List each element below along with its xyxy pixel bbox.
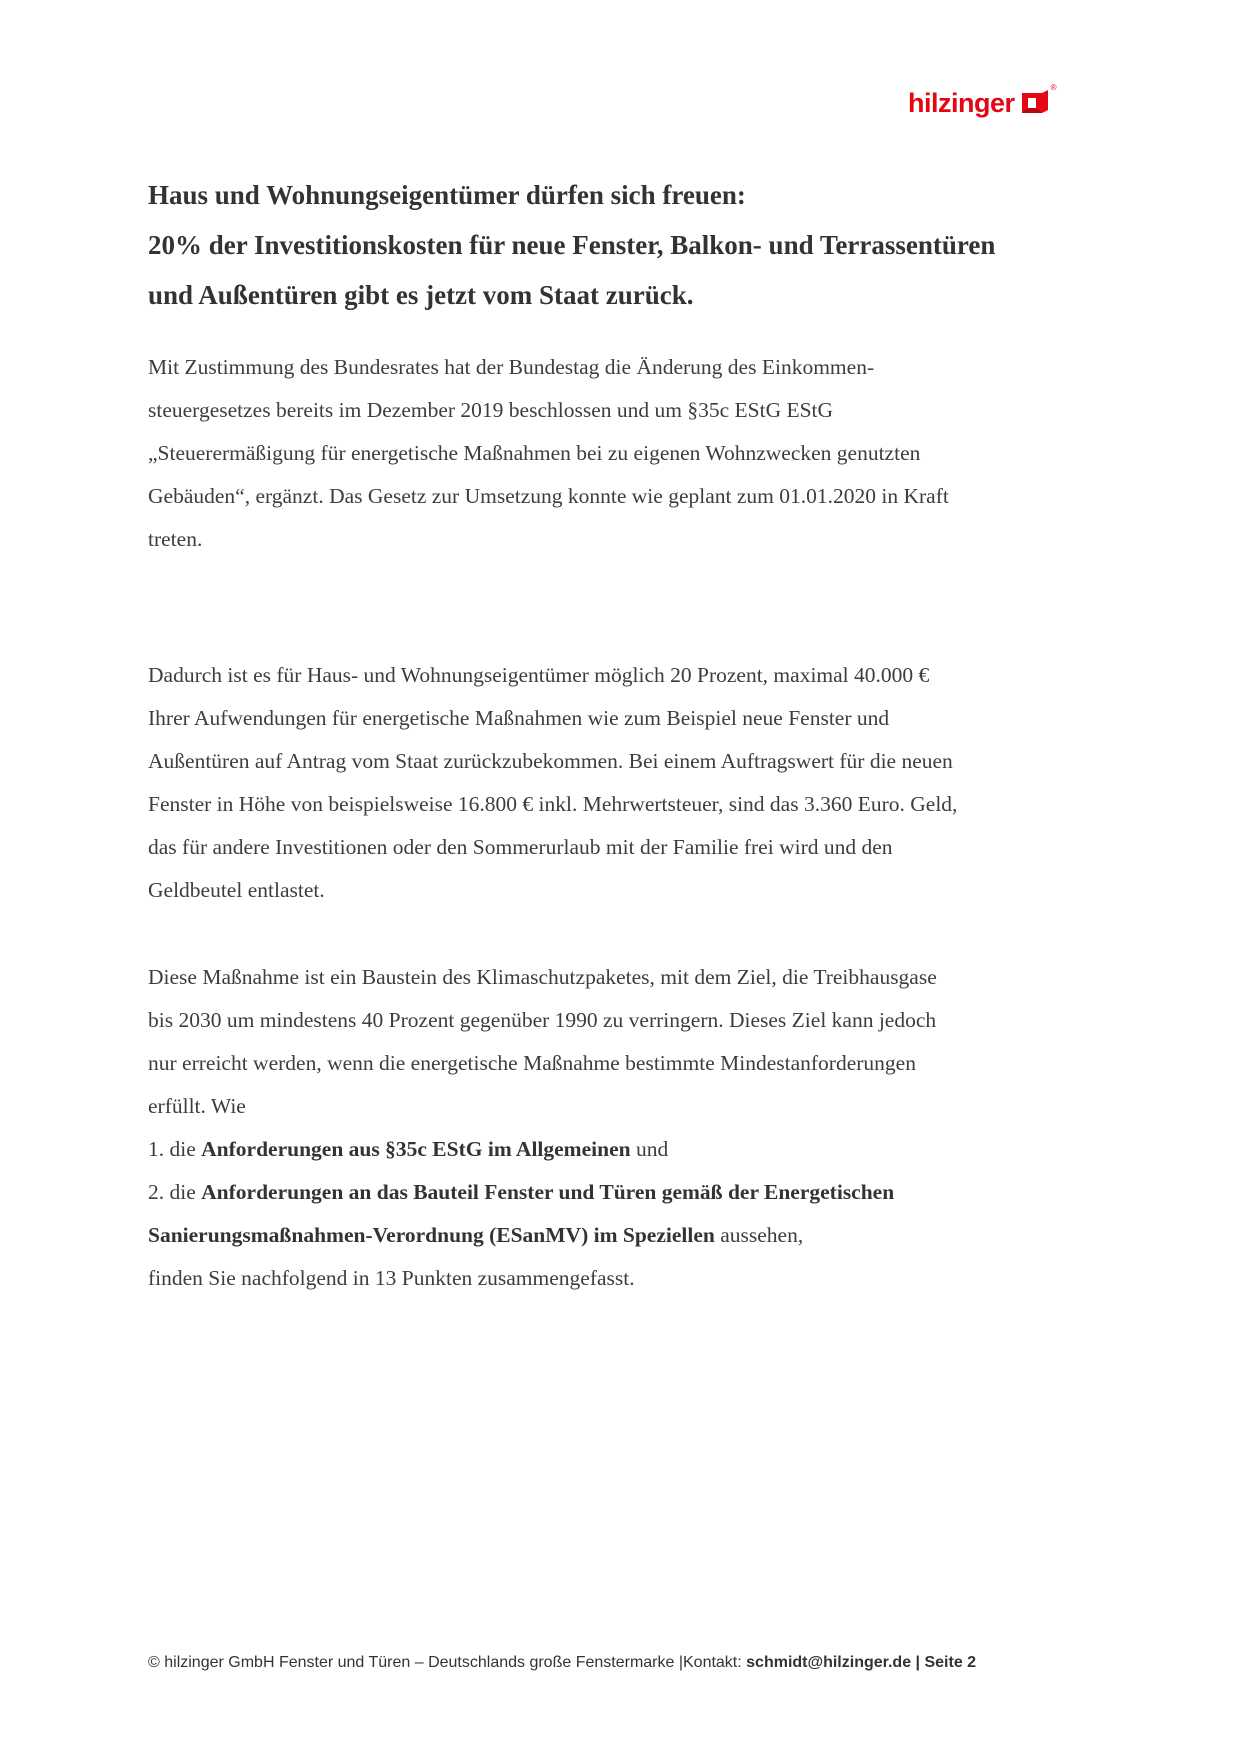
logo-wordmark: hilzinger [908, 88, 1015, 118]
paragraph-line: Außentüren auf Antrag vom Staat zurückzubekommen. Bei einem Auftragswert für die neuen [148, 749, 953, 773]
paragraph-line: Fenster in Höhe von beispielsweise 16.800 € inkl. Mehrwertsteuer, sind das 3.360 Euro. Geld, [148, 792, 958, 816]
paragraph-line: Geldbeutel entlastet. [148, 878, 325, 902]
footer-copyright: © hilzinger GmbH Fenster und Türen – Deutschlands große Fenstermarke |Kontakt: [148, 1654, 747, 1671]
paragraph-line: das für andere Investitionen oder den Sommerurlaub mit der Familie frei wird und den [148, 835, 893, 859]
requirement-item-2: 2. die Anforderungen an das Bauteil Fenster und Türen gemäß der Energetischen [148, 1180, 895, 1204]
headline-line: und Außentüren gibt es jetzt vom Staat zurück. [148, 280, 694, 310]
paragraph-line: treten. [148, 527, 203, 551]
paragraph-line: bis 2030 um mindestens 40 Prozent gegenüber 1990 zu verringern. Dieses Ziel kann jedoch [148, 1008, 937, 1032]
headline-line: Haus und Wohnungseigentümer dürfen sich freuen: [148, 180, 746, 210]
paragraph-line: Ihrer Aufwendungen für energetische Maßnahmen wie zum Beispiel neue Fenster und [148, 706, 890, 730]
headline-line: 20% der Investitionskosten für neue Fenster, Balkon- und Terrassentüren [148, 230, 996, 260]
paragraph-climate-requirements [148, 956, 1108, 1300]
paragraph-line: erfüllt. Wie [148, 1094, 246, 1118]
registered-mark: ® [1050, 83, 1057, 92]
paragraph-line: Dadurch ist es für Haus- und Wohnungseigentümer möglich 20 Prozent, maximal 40.000 € [148, 663, 930, 687]
paragraph-line: steuergesetzes bereits im Dezember 2019 beschlossen und um §35c EStG EStG [148, 398, 834, 422]
paragraph-line: finden Sie nachfolgend in 13 Punkten zusammengefasst. [148, 1266, 635, 1290]
requirement-item-2-cont: Sanierungsmaßnahmen-Verordnung (ESanMV) im Speziellen aussehen, [148, 1223, 804, 1247]
page-number: Seite 2 [924, 1654, 977, 1671]
paragraph-line: nur erreicht werden, wenn die energetische Maßnahme bestimmte Mindestanforderungen [148, 1051, 916, 1075]
paragraph-line: Diese Maßnahme ist ein Baustein des Klimaschutzpaketes, mit dem Ziel, die Treibhausgase [148, 965, 937, 989]
paragraph-tax-benefit [148, 654, 1108, 912]
footer-separator: | [911, 1654, 925, 1671]
hilzinger-door-mark-icon [1019, 83, 1057, 117]
paragraph-line: Gebäuden“, ergänzt. Das Gesetz zur Umsetzung konnte wie geplant zum 01.01.2020 in Kraft [148, 484, 949, 508]
paragraph-line: Mit Zustimmung des Bundesrates hat der Bundestag die Änderung des Einkommen- [148, 355, 875, 379]
paragraph-line: „Steuerermäßigung für energetische Maßnahmen bei zu eigenen Wohnzwecken genutzten [148, 441, 921, 465]
page-headline [148, 170, 1108, 320]
requirement-item-1: 1. die Anforderungen aus §35c EStG im Allgemeinen und [148, 1137, 669, 1161]
footer-email-link[interactable]: schmidt@hilzinger.de [746, 1654, 912, 1671]
paragraph-law-change [148, 346, 1108, 561]
company-logo [908, 83, 1057, 120]
page-footer [148, 1652, 1088, 1674]
